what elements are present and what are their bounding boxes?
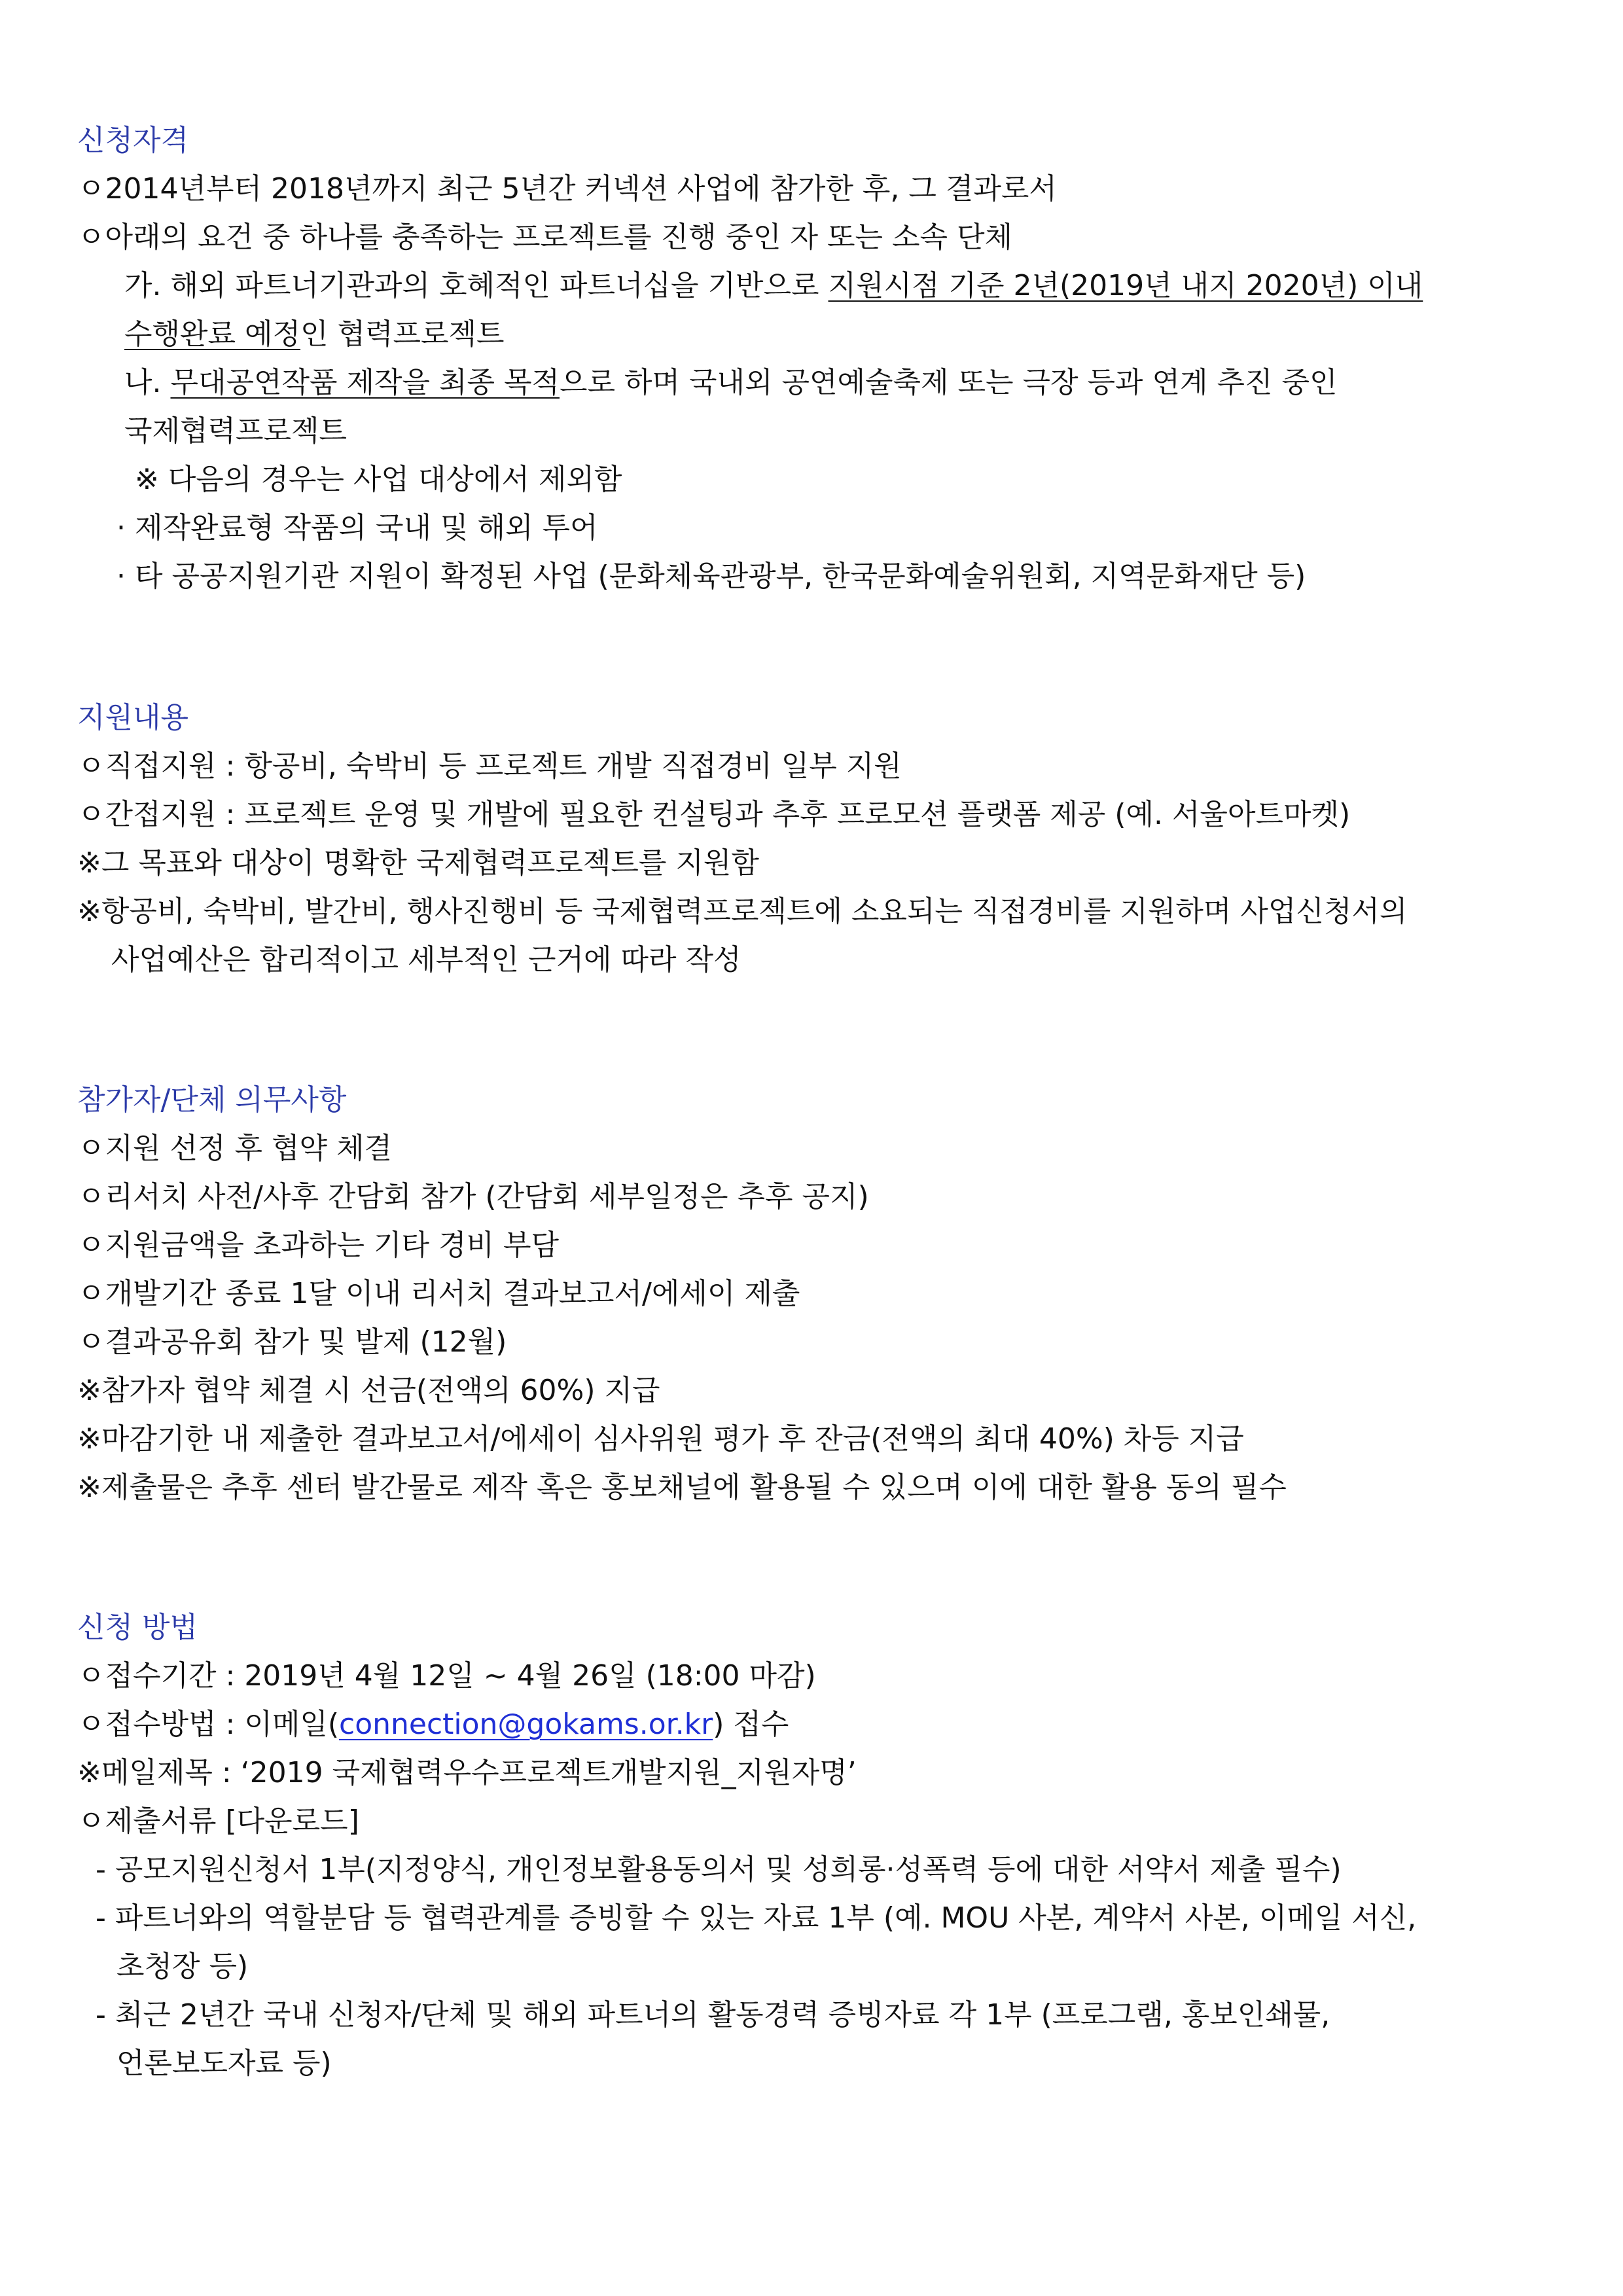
eligibility-subitem-a-cont — [77, 310, 1543, 359]
obligation-item: ㅇ리서치 사전/사후 간담회 참가 (간담회 세부일정은 추후 공지) — [77, 1180, 869, 1213]
underlined-text: 수행완료 예정 — [124, 317, 301, 351]
text: 가. 해외 파트너기관과의 호혜적인 파트너십을 기반으로 — [124, 269, 829, 302]
text: ㅇ접수방법 : 이메일( — [77, 1708, 339, 1741]
obligation-note: ※마감기한 내 제출한 결과보고서/에세이 심사위원 평가 후 잔금(전액의 최대 40%) 차등 지급 — [77, 1422, 1244, 1456]
eligibility-item: ㅇ2014년부터 2018년까지 최근 5년간 커넥션 사업에 참가한 후, 그 결과로서 — [77, 172, 1057, 206]
application-note: ※메일제목 : ‘2019 국제협력우수프로젝트개발지원_지원자명’ — [77, 1756, 857, 1789]
eligibility-subitem-b — [77, 359, 1543, 407]
text: 으로 하며 국내외 공연예술축제 또는 극장 등과 연계 추진 중인 — [560, 366, 1338, 399]
exclusion-item: · 타 공공지원기관 지원이 확정된 사업 (문화체육관광부, 한국문화예술위원회, 지역문화재단 등) — [116, 560, 1306, 593]
eligibility-subitem-b-cont: 국제협력프로젝트 — [124, 414, 348, 448]
document-list-item-cont: 초청장 등) — [116, 1950, 249, 1983]
section-heading-application: 신청 방법 — [77, 1611, 198, 1644]
document-list-item: - 최근 2년간 국내 신청자/단체 및 해외 파트너의 활동경력 증빙자료 각 1부 (프로그램, 홍보인쇄물, — [96, 1998, 1330, 2032]
application-item: ㅇ제출서류 [다운로드] — [77, 1804, 359, 1838]
support-item: ㅇ직접지원 : 항공비, 숙박비 등 프로젝트 개발 직접경비 일부 지원 — [77, 749, 902, 783]
underlined-text: 지원시점 기준 2년(2019년 내지 2020년) 이내 — [828, 269, 1423, 302]
text: 나. — [124, 366, 171, 399]
section-obligations — [77, 1076, 1543, 1512]
section-heading-support: 지원내용 — [77, 701, 189, 734]
obligation-note: ※제출물은 추후 센터 발간물로 제작 혹은 홍보채널에 활용될 수 있으며 이에 대한 활용 동의 필수 — [77, 1471, 1287, 1504]
text: 인 협력프로젝트 — [300, 317, 505, 351]
exclusion-note: ※ 다음의 경우는 사업 대상에서 제외함 — [135, 463, 622, 496]
application-item: ㅇ접수기간 : 2019년 4월 12일 ~ 4월 26일 (18:00 마감) — [77, 1659, 816, 1693]
obligation-item: ㅇ개발기간 종료 1달 이내 리서치 결과보고서/에세이 제출 — [77, 1277, 800, 1310]
obligation-note: ※참가자 협약 체결 시 선금(전액의 60%) 지급 — [77, 1374, 660, 1407]
exclusion-item: · 제작완료형 작품의 국내 및 해외 투어 — [116, 511, 598, 545]
document-list-item: - 파트너와의 역할분담 등 협력관계를 증빙할 수 있는 자료 1부 (예. MOU 사본, 계약서 사본, 이메일 서신, — [96, 1901, 1417, 1935]
obligation-item: ㅇ지원금액을 초과하는 기타 경비 부담 — [77, 1229, 560, 1262]
document-list-item-cont: 언론보도자료 등) — [116, 2047, 332, 2080]
eligibility-subitem-a — [77, 262, 1543, 310]
obligation-item: ㅇ지원 선정 후 협약 체결 — [77, 1132, 392, 1165]
eligibility-item: ㅇ아래의 요건 중 하나를 충족하는 프로젝트를 진행 중인 자 또는 소속 단체 — [77, 221, 1012, 254]
support-note: ※그 목표와 대상이 명확한 국제협력프로젝트를 지원함 — [77, 846, 759, 880]
section-heading-obligations: 참가자/단체 의무사항 — [77, 1083, 347, 1117]
section-application — [77, 1604, 1543, 2088]
text: ) 접수 — [713, 1708, 789, 1741]
section-eligibility — [77, 117, 1543, 601]
section-heading-eligibility: 신청자격 — [77, 124, 189, 157]
document-list-item: - 공모지원신청서 1부(지정양식, 개인정보활용동의서 및 성희롱·성폭력 등에 대한 서약서 제출 필수) — [96, 1853, 1342, 1886]
support-note-cont: 사업예산은 합리적이고 세부적인 근거에 따라 작성 — [111, 943, 741, 977]
underlined-text: 무대공연작품 제작을 최종 목적 — [170, 366, 560, 399]
application-item — [77, 1700, 1543, 1749]
email-link[interactable]: connection@gokams.or.kr — [339, 1708, 713, 1741]
obligation-item: ㅇ결과공유회 참가 및 발제 (12월) — [77, 1325, 507, 1359]
section-support — [77, 694, 1543, 984]
support-note: ※항공비, 숙박비, 발간비, 행사진행비 등 국제협력프로젝트에 소요되는 직접경비를 지원하며 사업신청서의 — [77, 895, 1408, 928]
support-item: ㅇ간접지원 : 프로젝트 운영 및 개발에 필요한 컨설팅과 추후 프로모션 플랫폼 제공 (예. 서울아트마켓) — [77, 798, 1351, 831]
